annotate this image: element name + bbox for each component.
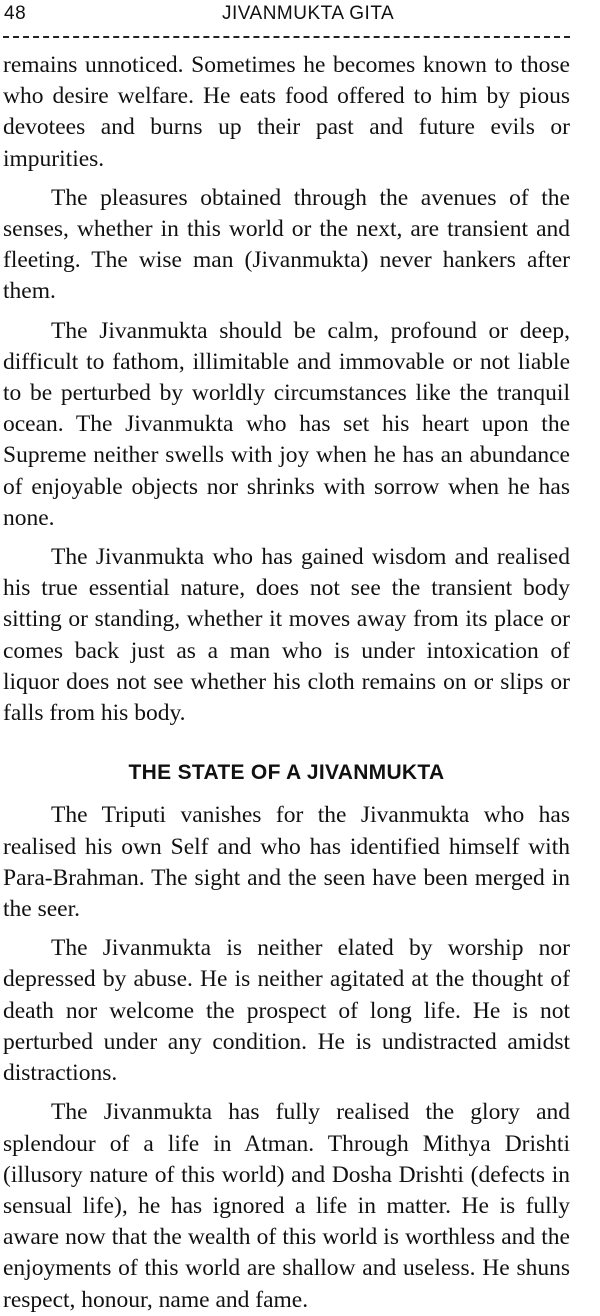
paragraph: The Triputi vanishes for the Jivanmukta who has realised his own Self and who has identified himself with Para-Brahman. The sight and the seen have been merged in the seer. xyxy=(3,802,570,923)
paragraph: The pleasures obtained through the avenues of the senses, whether in this world or the next, are transient and fleeting. The wise man (Jivanmukta) never hankers after them. xyxy=(3,184,570,305)
paragraph: The Jivanmukta has fully realised the glory and splendour of a life in Atman. Through Mithya Drishti (illusory nature of this world) and Dosha Drishti (defects in sensual life), he has ignored a life in matter. He is fully aware now that the wealth of this world is worthless and the enjoyments of this world are shallow and useless. He shuns respect, honour, name and fame. xyxy=(3,1099,570,1313)
running-header xyxy=(3,0,570,28)
paragraph: The Jivanmukta should be calm, profound or deep, difficult to fathom, illimitable and immovable or not liable to be perturbed by worldly circumstances like the tranquil ocean. The Jivanmukta who has set his heart upon the Supreme neither swells with joy when he has an abundance of enjoyable objects nor shrinks with sorrow when he has none. xyxy=(3,317,570,531)
dashed-divider xyxy=(3,36,570,38)
section-heading: THE STATE OF A JIVANMUKTA xyxy=(128,761,445,785)
page-number: 48 xyxy=(4,3,27,24)
paragraph: remains unnoticed. Sometimes he becomes known to those who desire welfare. He eats food offered to him by pious devotees and burns up their past and future evils or impurities. xyxy=(3,52,570,172)
paragraph: The Jivanmukta who has gained wisdom and realised his true essential nature, does not see the transient body sitting or standing, whether it moves away from its place or comes back just as a man who is under intoxication of liquor does not see whether his cloth remains on or slips or falls from his body. xyxy=(3,544,570,727)
paragraph: The Jivanmukta is neither elated by worship nor depressed by abuse. He is neither agitated at the thought of death nor welcome the prospect of long life. He is not perturbed under any condition. He is undistracted amidst distractions. xyxy=(3,935,570,1087)
book-title: JIVANMUKTA GITA xyxy=(222,3,395,24)
page-body xyxy=(3,50,570,1316)
